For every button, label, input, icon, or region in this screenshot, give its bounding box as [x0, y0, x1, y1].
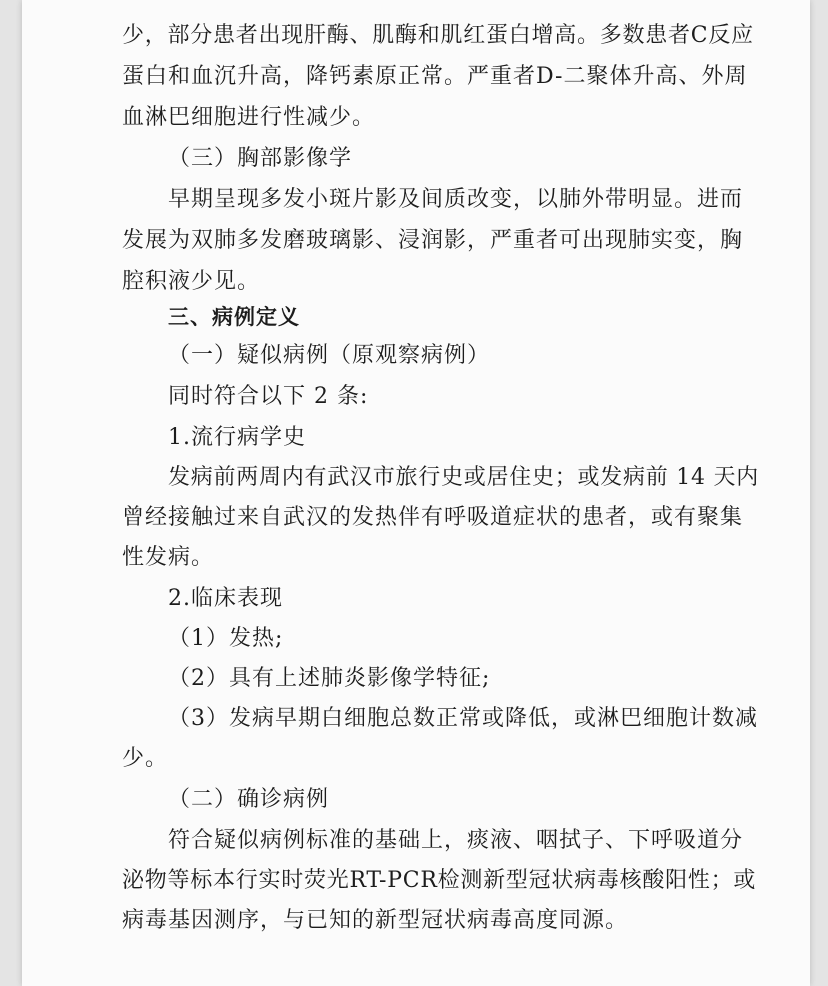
- subsection-heading: （二）确诊病例: [168, 787, 330, 812]
- document-page: [22, 0, 810, 986]
- list-item: （1）发热;: [168, 626, 284, 651]
- text-line: 发展为双肺多发磨玻璃影、浸润影，严重者可出现肺实变，胸: [122, 228, 744, 253]
- text-line: 早期呈现多发小斑片影及间质改变，以肺外带明显。进而: [168, 187, 744, 212]
- section-heading: 三、病例定义: [168, 305, 300, 329]
- list-item: （3）发病早期白细胞总数正常或降低，或淋巴细胞计数减: [168, 706, 758, 731]
- item-heading: 2.临床表现: [168, 586, 283, 611]
- item-heading: 1.流行病学史: [168, 425, 306, 450]
- subsection-heading: （三）胸部影像学: [168, 146, 353, 171]
- text-line: 病毒基因测序，与已知的新型冠状病毒高度同源。: [122, 908, 629, 933]
- text-line: 腔积液少见。: [122, 269, 261, 294]
- subsection-heading: （一）疑似病例（原观察病例）: [168, 343, 491, 368]
- text-line: 泌物等标本行实时荧光RT-PCR检测新型冠状病毒核酸阳性；或: [122, 868, 757, 893]
- list-item: （2）具有上述肺炎影像学特征;: [168, 666, 491, 691]
- text-line: 发病前两周内有武汉市旅行史或居住史；或发病前 14 天内: [168, 465, 759, 490]
- text-line: 性发病。: [122, 545, 215, 570]
- text-line: 符合疑似病例标准的基础上，痰液、咽拭子、下呼吸道分: [168, 828, 744, 853]
- text-line: 少。: [122, 746, 169, 771]
- text-line: 蛋白和血沉升高，降钙素原正常。严重者D-二聚体升高、外周: [122, 64, 748, 89]
- text-line: 少，部分患者出现肝酶、肌酶和肌红蛋白增高。多数患者C反应: [122, 23, 754, 48]
- text-line: 同时符合以下 2 条:: [168, 384, 369, 409]
- text-line: 曾经接触过来自武汉的发热伴有呼吸道症状的患者，或有聚集: [122, 505, 744, 530]
- text-line: 血淋巴细胞进行性减少。: [122, 105, 376, 130]
